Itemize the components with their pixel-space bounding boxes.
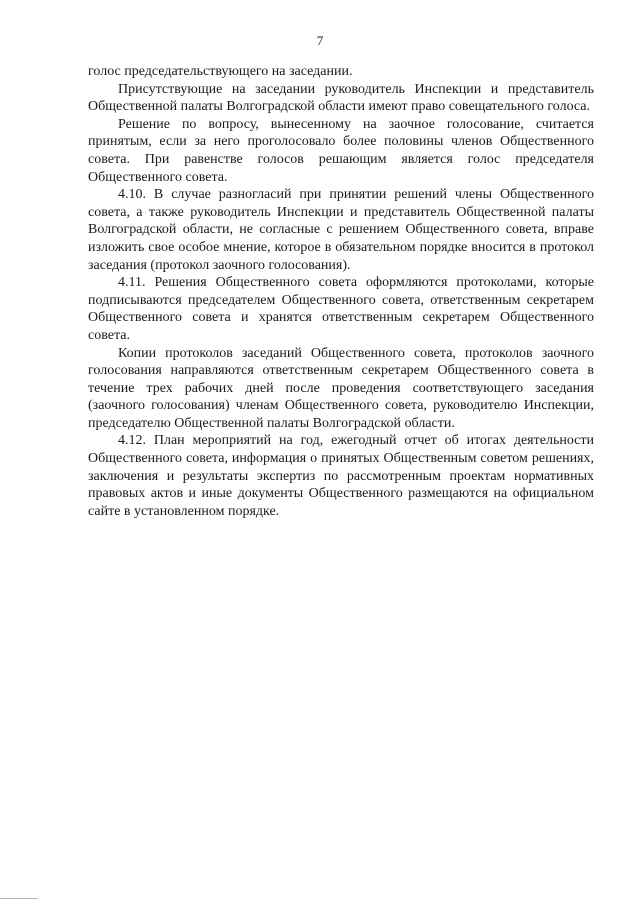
paragraph-4-10: 4.10. В случае разногласий при принятии решений члены Общественного совета, а также руководитель Инспекции и представитель Общественной палаты Волгоградской области, не согласные с решением Общественного совета, вправе изложить свое особое мнение, которое в обязательном порядке вносится в протокол заседания (протокол заочного голосования). (88, 187, 594, 273)
document-body (88, 63, 594, 520)
paragraph-absentee-vote: Решение по вопросу, вынесенному на заочное голосование, считается принятым, если за него проголосовало более половины членов Общественного совета. При равенстве голосов решающим является голос председателя Общественного совета. (88, 116, 594, 185)
paragraph-protocol-copies: Копии протоколов заседаний Общественного совета, протоколов заочного голосования направляются ответственным секретарем Общественного совета в течение трех рабочих дней после проведения соответствующего заседания (заочного голосования) членам Общественного совета, руководителю Инспекции, председателю Общественной палаты Волгоградской области. (88, 345, 594, 431)
paragraph-continuation: голос председательствующего на заседании. (88, 64, 353, 79)
paragraph-advisory-vote: Присутствующие на заседании руководитель Инспекции и представитель Общественной палаты Волгоградской области имеют право совещательного голоса. (88, 81, 594, 115)
page-number: 7 (316, 33, 324, 48)
scan-edge-mark (0, 898, 38, 899)
paragraph-4-11: 4.11. Решения Общественного совета оформляются протоколами, которые подписываются председателем Общественного совета, ответственным секретарем Общественного совета и хранятся ответственным секретарем Общественного совета. (88, 275, 594, 343)
paragraph-4-12: 4.12. План мероприятий на год, ежегодный отчет об итогах деятельности Общественного совета, информация о принятых Общественным советом решениях, заключения и результаты экспертиз по рассмотренным проектам нормативных правовых актов и иные документы Общественного размещаются на официальном сайте в установленном порядке. (88, 433, 594, 519)
